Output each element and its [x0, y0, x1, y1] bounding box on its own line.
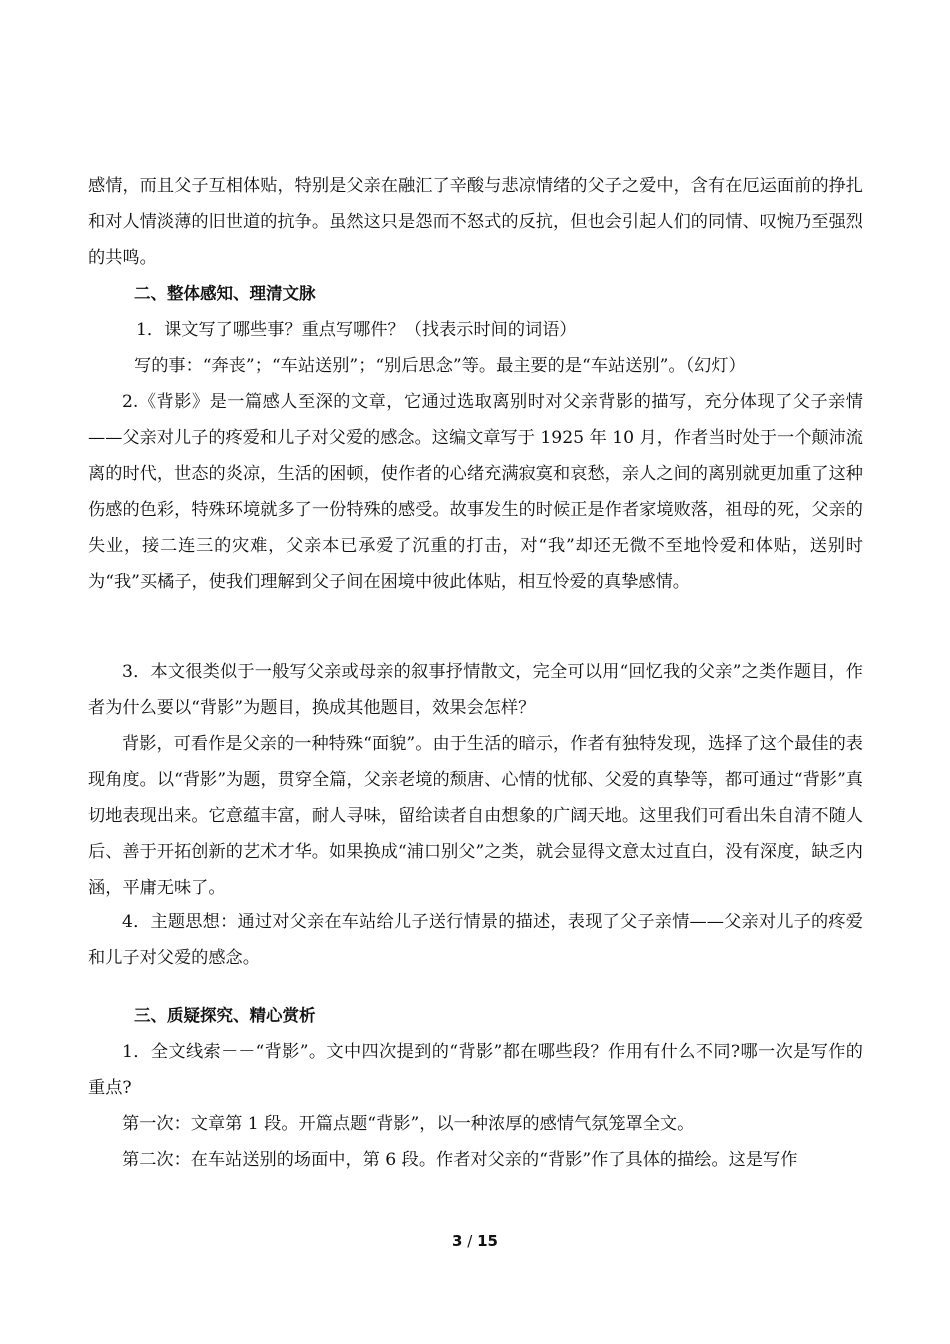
section-heading-2: 二、整体感知、理清文脉: [134, 284, 316, 303]
answer-1: 写的事：“奔丧”；“车站送别”；“别后思念”等。最主要的是“车站送别”。（幻灯）: [134, 356, 746, 376]
answer-5-second: 第二次：在车站送别的场面中，第 6 段。作者对父亲的“背影”作了具体的描绘。这是写作: [122, 1150, 798, 1170]
paragraph-4: 4．主题思想：通过对父亲在车站给儿子送行情景的描述，表现了父子亲情——父亲对儿子的疼爱和儿子对父爱的感念。: [88, 912, 863, 968]
question-1: 1．课文写了哪些事？重点写哪件？（找表示时间的词语）: [136, 320, 577, 340]
question-5: 1．全文线索－－“背影”。文中四次提到的“背影”都在哪些段？作用有什么不同?哪一次是写作的重点?: [88, 1042, 863, 1098]
answer-5-first: 第一次：文章第 1 段。开篇点题“背影”，以一种浓厚的感情气氛笼罩全文。: [122, 1114, 695, 1134]
paragraph-intro: 感情，而且父子互相体贴，特别是父亲在融汇了辛酸与悲凉情绪的父子之爱中，含有在厄运面前的挣扎和对人情淡薄的旧世道的抗争。虽然这只是怨而不怒式的反抗，但也会引起人们的同情、叹惋乃至强烈的共鸣。: [88, 176, 863, 268]
answer-3: 背影，可看作是父亲的一种特殊“面貌”。由于生活的暗示，作者有独特发现，选择了这个最佳的表现角度。以“背影”为题，贯穿全篇，父亲老境的颓唐、心情的忧郁、父爱的真挚等，都可通过“背影”真切地表现出来。它意蕴丰富，耐人寻味，留给读者自由想象的广阔天地。这里我们可看出朱自清不随人后、善于开拓创新的艺术才华。如果换成“浦口别父”之类，就会显得文意太过直白，没有深度，缺乏内涵，平庸无味了。: [88, 734, 863, 898]
page-total: 15: [477, 1232, 498, 1250]
page-current: 3: [452, 1232, 463, 1250]
page-separator: /: [462, 1232, 478, 1250]
page-number: [0, 1232, 950, 1250]
paragraph-2: 2.《背影》是一篇感人至深的文章，它通过选取离别时对父亲背影的描写，充分体现了父子亲情——父亲对儿子的疼爱和儿子对父爱的感念。这编文章写于 1925 年 10 月，作者当时处于一个颠沛流离的时代，世态的炎凉，生活的困顿，使作者的心绪充满寂寞和哀愁，亲人之间的离别就更加重了这种伤感的色彩，特殊环境就多了一份特殊的感受。故事发生的时候正是作者家境败落，祖母的死，父亲的失业，接二连三的灾难，父亲本已承爱了沉重的打击，对“我”却还无微不至地怜爱和体贴，送别时为“我”买橘子，使我们理解到父子间在困境中彼此体贴，相互怜爱的真挚感情。: [88, 392, 863, 592]
section-heading-3: 三、质疑探究、精心赏析: [134, 1006, 316, 1025]
question-3: 3．本文很类似于一般写父亲或母亲的叙事抒情散文，完全可以用“回忆我的父亲”之类作题目，作者为什么要以“背影”为题目，换成其他题目，效果会怎样？: [88, 662, 863, 718]
